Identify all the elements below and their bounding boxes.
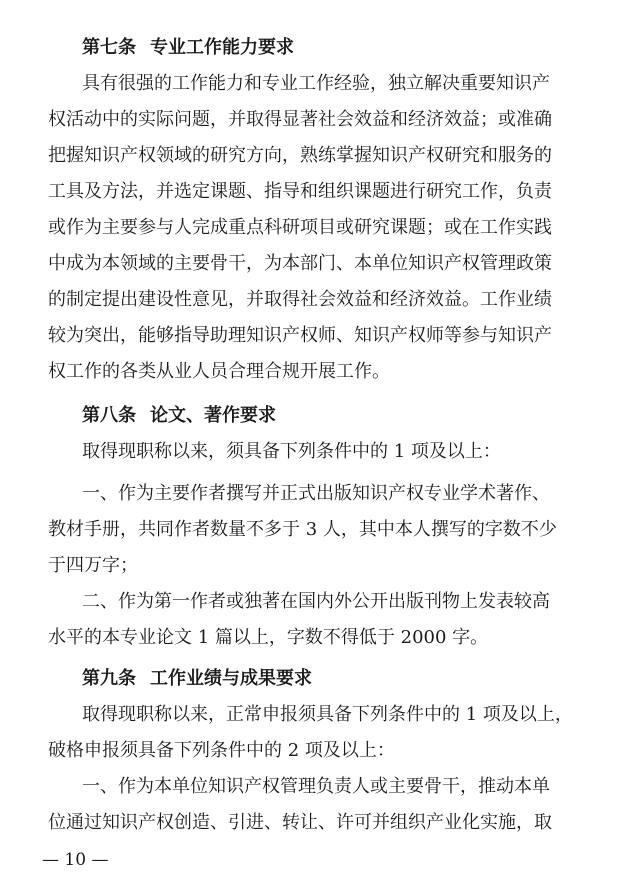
article-7-line: 中成为本领域的主要骨干，为本部门、本单位知识产权管理政策	[48, 253, 552, 274]
article-7-line: 把握知识产权领域的研究方向，熟练掌握知识产权研究和服务的	[48, 145, 552, 166]
article-7-line: 工具及方法，并选定课题、指导和组织课题进行研究工作，负责	[48, 181, 552, 202]
article-7-line: 较为突出，能够指导助理知识产权师、知识产权师等参与知识产	[48, 325, 552, 346]
article-8-line: 取得现职称以来，须具备下列条件中的 1 项及以上：	[82, 441, 501, 462]
article-7-title: 专业工作能力要求	[150, 37, 294, 58]
article-7-line: 的制定提出建设性意见，并取得社会效益和经济效益。工作业绩	[48, 289, 552, 310]
page-number: — 10 —	[42, 850, 109, 870]
article-8-number: 第八条	[82, 405, 136, 426]
article-8-line: 于四万字；	[48, 555, 138, 576]
article-7-line: 或作为主要参与人完成重点科研项目或研究课题；或在工作实践	[48, 217, 552, 238]
article-7-line: 权工作的各类从业人员合理合规开展工作。	[48, 361, 390, 382]
article-9-line: 破格申报须具备下列条件中的 2 项及以上：	[48, 740, 395, 761]
article-7-line: 具有很强的工作能力和专业工作经验，独立解决重要知识产	[82, 73, 550, 94]
article-9-title: 工作业绩与成果要求	[150, 668, 312, 689]
article-8-line: 二、作为第一作者或独著在国内外公开出版刊物上发表较高	[82, 591, 550, 612]
article-9-number: 第九条	[82, 668, 136, 689]
article-8-title: 论文、著作要求	[150, 405, 276, 426]
article-9-heading	[0, 661, 631, 697]
article-7-heading	[0, 30, 631, 66]
article-8-line: 一、作为主要作者撰写并正式出版知识产权专业学术著作、	[82, 483, 550, 504]
article-8-heading	[0, 398, 631, 434]
article-9-line: 一、作为本单位知识产权管理负责人或主要骨干，推动本单	[82, 776, 550, 797]
article-9-line: 位通过知识产权创造、引进、转让、许可并组织产业化实施，取	[48, 812, 552, 833]
article-8-line: 教材手册，共同作者数量不多于 3 人，其中本人撰写的字数不少	[48, 519, 557, 540]
article-9-line: 取得现职称以来，正常申报须具备下列条件中的 1 项及以上，	[82, 704, 573, 725]
article-7-line: 权活动中的实际问题，并取得显著社会效益和经济效益；或准确	[48, 109, 552, 130]
article-8-line: 水平的本专业论文 1 篇以上，字数不得低于 2000 字。	[48, 627, 489, 648]
article-7-number: 第七条	[82, 37, 136, 58]
